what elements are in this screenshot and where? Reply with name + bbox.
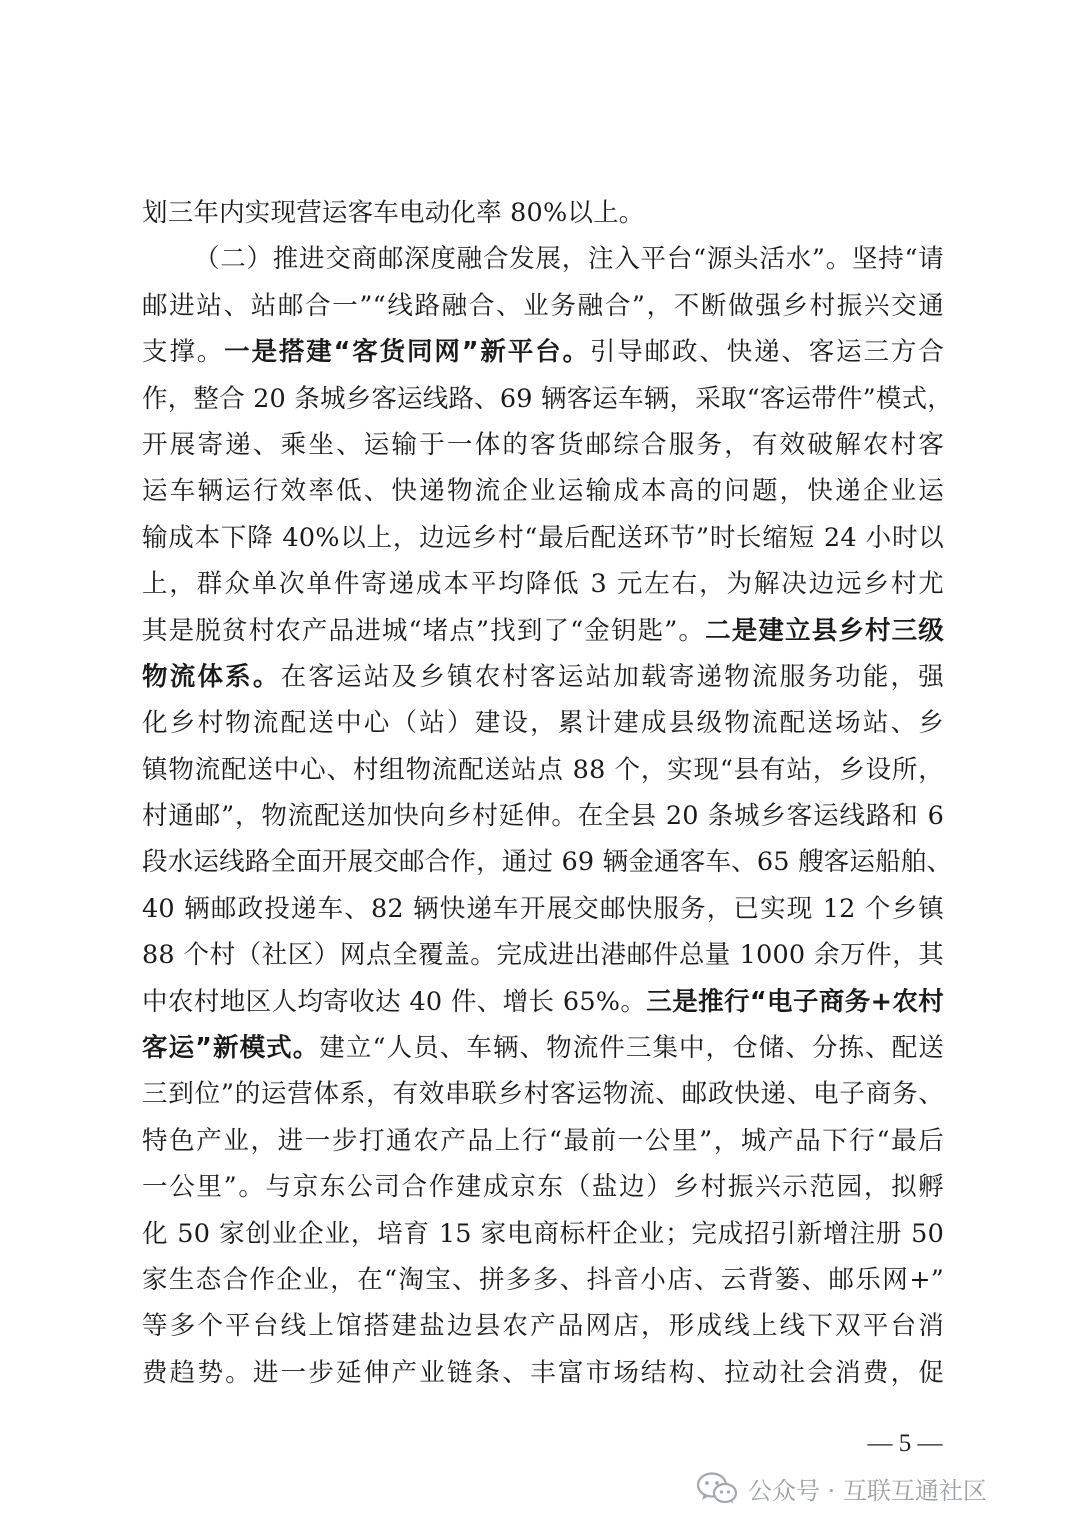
bold-heading-text: 三是推行“电子商务+农村 xyxy=(646,986,944,1017)
text-line xyxy=(142,329,944,375)
text-line xyxy=(142,376,953,422)
text-line xyxy=(142,700,944,746)
watermark xyxy=(696,1468,987,1508)
body-text-segment: 邮进站、站邮合一”“线路融合、业务融合”，不断做强乡村振兴交通 xyxy=(142,290,944,321)
body-text-segment: 家生态合作企业，在“淘宝、拼多多、抖音小店、云背篓、邮乐网+” xyxy=(142,1264,944,1295)
text-line xyxy=(142,747,944,793)
watermark-text: 公众号 · 互联互通社区 xyxy=(748,1476,987,1505)
text-line xyxy=(142,1118,944,1164)
text-line xyxy=(142,1211,944,1257)
text-line xyxy=(142,422,944,468)
text-line xyxy=(142,654,944,700)
text-line xyxy=(142,608,944,654)
text-line xyxy=(142,839,953,885)
body-text-segment: 建立“人员、车辆、物流件三集中，仓储、分拣、配送 xyxy=(319,1033,944,1064)
bold-heading-text: 物流体系。 xyxy=(142,661,281,692)
text-line xyxy=(142,283,944,329)
text-line xyxy=(142,1071,944,1117)
text-line xyxy=(142,236,944,282)
text-line xyxy=(142,932,944,978)
body-text-segment: 等多个平台线上馆搭建盐边县农产品网店，形成线上线下双平台消 xyxy=(142,1311,944,1342)
text-line xyxy=(142,793,944,839)
body-text-segment: 引导邮政、快递、客运三方合 xyxy=(589,337,944,368)
body-text-segment: 段水运线路全面开展交邮合作，通过 69 辆金通客车、65 艘客运船舶、 xyxy=(142,847,953,878)
body-text-segment: 作，整合 20 条城乡客运线路、69 辆客运车辆，采取“客运带件”模式， xyxy=(142,383,953,414)
body-text-segment: 村通邮”，物流配送加快向乡村延伸。在全县 20 条城乡客运线路和 6 xyxy=(142,801,944,832)
body-text-segment: 中农村地区人均寄收达 40 件、增长 65%。 xyxy=(142,986,647,1017)
body-text-segment: 一公里”。与京东公司合作建成京东（盐边）乡村振兴示范园，拟孵 xyxy=(142,1172,944,1203)
body-text-segment: 镇物流配送中心、村组物流配送站点 88 个，实现“县有站，乡设所， xyxy=(142,754,944,785)
bold-heading-text: 一是搭建“客货同网”新平台。 xyxy=(224,337,590,368)
body-text xyxy=(142,190,953,1396)
text-line xyxy=(142,1025,944,1071)
text-line xyxy=(142,979,944,1025)
text-line xyxy=(142,1164,944,1210)
body-text-segment: 开展寄递、乘坐、运输于一体的客货邮综合服务，有效破解农村客 xyxy=(142,429,944,460)
body-text-segment: 上，群众单次单件寄递成本平均降低 3 元左右，为解决边远乡村尤 xyxy=(142,569,944,600)
body-text-segment: 三到位”的运营体系，有效串联乡村客运物流、邮政快递、电子商务、 xyxy=(142,1079,944,1110)
body-text-segment: 费趋势。进一步延伸产业链条、丰富市场结构、拉动社会消费，促 xyxy=(142,1357,944,1388)
body-text-segment: 40 辆邮政投递车、82 辆快递车开展交邮快服务，已实现 12 个乡镇 xyxy=(142,893,944,924)
text-line xyxy=(142,468,944,514)
wechat-icon xyxy=(696,1471,738,1505)
body-text-segment: 化 50 家创业企业，培育 15 家电商标杆企业；完成招引新增注册 50 xyxy=(142,1218,944,1249)
text-line xyxy=(142,1257,944,1303)
body-text-segment: 输成本下降 40%以上，边远乡村“最后配送环节”时长缩短 24 小时以 xyxy=(142,522,944,553)
text-line: 划三年内实现营运客车电动化率 80%以上。 xyxy=(142,198,645,228)
text-line xyxy=(142,886,944,932)
text-line xyxy=(142,1350,944,1396)
text-line xyxy=(142,515,944,561)
body-text-segment: 运车辆运行效率低、快递物流企业运输成本高的问题，快递企业运 xyxy=(142,476,944,507)
body-text-segment: 特色产业，进一步打通农产品上行“最前一公里”，城产品下行“最后 xyxy=(142,1125,944,1156)
page-number: — 5 — xyxy=(867,1430,943,1457)
body-text-segment: 在客运站及乡镇农村客运站加载寄递物流服务功能，强 xyxy=(280,661,944,692)
text-line xyxy=(142,1303,944,1349)
text-line xyxy=(142,561,944,607)
body-text-segment: 化乡村物流配送中心（站）建设，累计建成县级物流配送场站、乡 xyxy=(142,708,944,739)
body-text-segment: 88 个村（社区）网点全覆盖。完成进出港邮件总量 1000 余万件，其 xyxy=(142,940,944,971)
bold-heading-text: 二是建立县乡村三级 xyxy=(705,615,944,646)
body-text-segment: 其是脱贫村农产品进城“堵点”找到了“金钥匙”。 xyxy=(142,615,706,646)
body-text-segment: 支撑。 xyxy=(142,337,225,368)
body-text-segment: （二）推进交商邮深度融合发展，注入平台“源头活水”。坚持“请 xyxy=(194,244,944,275)
bold-heading-text: 客运”新模式。 xyxy=(142,1033,320,1064)
